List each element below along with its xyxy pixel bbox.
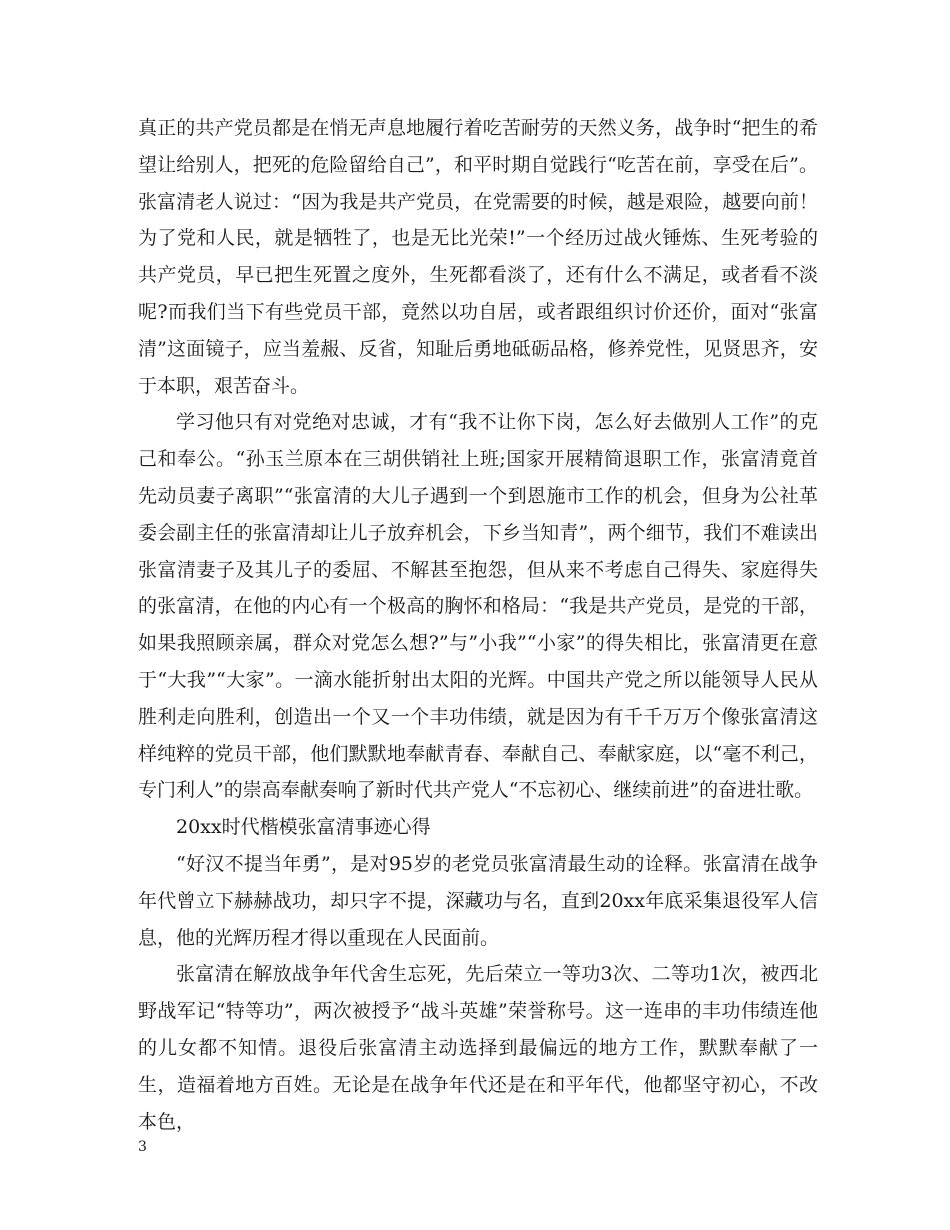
paragraph-2: 学习他只有对党绝对忠诚，才有“我不让你下岗，怎么好去做别人工作”的克己和奉公。“孙玉兰原本在三胡供销社上班;国家开展精简退职工作，张富清竟首先动员妻子离职”“张富清的大儿子遇到一个到恩施市工作的机会，但身为公社革委会副主任的张富清却让儿子放弃机会，下乡当知青”，两个细节，我们不难读出张富清妻子及其儿子的委屈、不解甚至抱怨，但从来不考虑自己得失、家庭得失的张富清，在他的内心有一个极高的胸怀和格局：“我是共产党员，是党的干部，如果我照顾亲属，群众对党怎么想?”与”小我”“小家”的得失相比，张富清更在意于“大我”“大家”。一滴水能折射出太阳的光辉。中国共产党之所以能领导人民从胜利走向胜利，创造出一个又一个丰功伟绩，就是因为有千千万万个像张富清这样纯粹的党员干部，他们默默地奉献青春、奉献自己、奉献家庭，以“毫不利己，专门利人”的崇高奉献奏响了新时代共产党人“不忘初心、继续前进”的奋进壮歌。 — [138, 411, 818, 802]
paragraph-4: 张富清在解放战争年代舍生忘死，先后荣立一等功3次、二等功1次，被西北野战军记“特等功”，两次被授予“战斗英雄”荣誉称号。这一连串的丰功伟绩连他的儿女都不知情。退役后张富清主动选择到最偏远的地方工作，默默奉献了一生，造福着地方百姓。无论是在战争年代还是在和平年代，他都坚守初心，不改本色， — [138, 963, 818, 1133]
paragraph-3: “好汉不提当年勇”，是对95岁的老党员张富清最生动的诠释。张富清在战争年代曾立下赫赫战功，却只字不提，深藏功与名，直到20xx年底采集退役军人信息，他的光辉历程才得以重现在人民面前。 — [138, 852, 818, 949]
document-body — [138, 110, 818, 1140]
paragraph-1: 真正的共产党员都是在悄无声息地履行着吃苦耐劳的天然义务，战争时“把生的希望让给别人，把死的危险留给自己”，和平时期自觉践行“吃苦在前，享受在后”。张富清老人说过：“因为我是共产党员，在党需要的时候，越是艰险，越要向前！为了党和人民，就是牺牲了，也是无比光荣!”一个经历过战火锤炼、生死考验的共产党员，早已把生死置之度外，生死都看淡了，还有什么不满足，或者看不淡呢?而我们当下有些党员干部，竟然以功自居，或者跟组织讨价还价，面对“张富清”这面镜子，应当羞赧、反省，知耻后勇地砥砺品格，修养党性，见贤思齐，安于本职，艰苦奋斗。 — [138, 117, 818, 397]
page-number: 3 — [138, 1139, 147, 1155]
section-heading: 20xx时代楷模张富清事迹心得 — [176, 816, 431, 839]
